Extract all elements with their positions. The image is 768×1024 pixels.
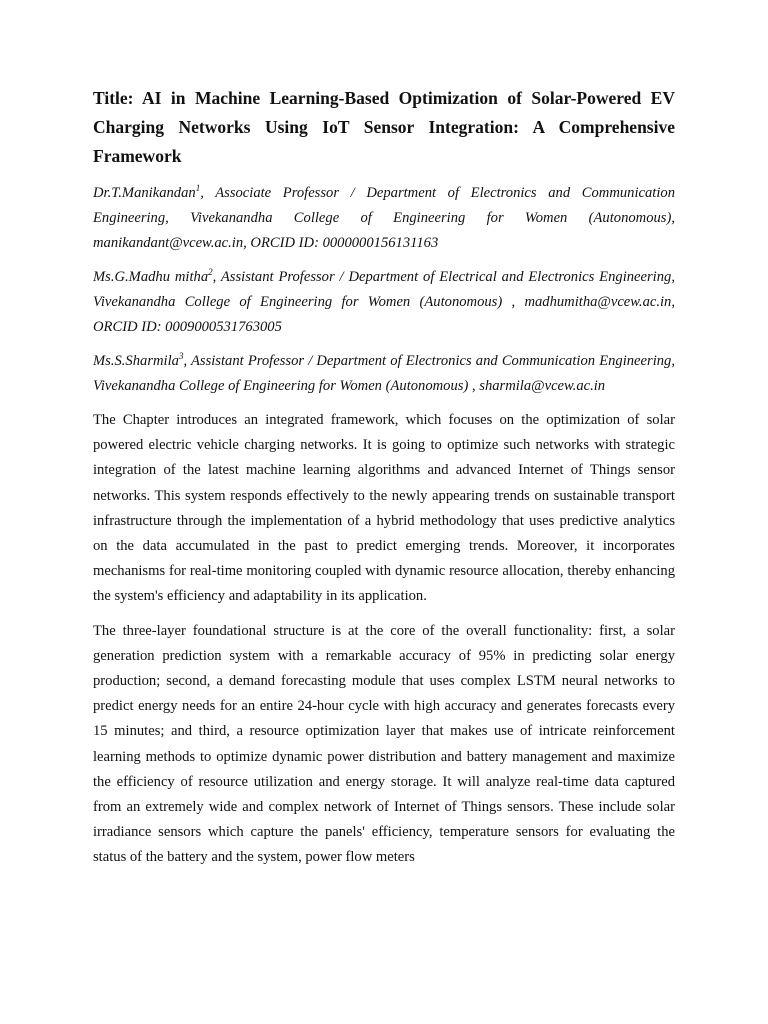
author-entry-1 [93, 181, 675, 256]
author-affiliation-number: 1 [195, 183, 201, 194]
author-entry-3 [93, 349, 675, 399]
author-details: , Assistant Professor / Department of Electronics and Communication Engineering, Vivekanandha College of Engineering for Women (Autonomous) , sharmila@vcew.ac.in [93, 353, 675, 394]
author-affiliation-number: 3 [178, 351, 184, 362]
author-name: Ms.S.Sharmila [93, 353, 179, 369]
author-name: Ms.G.Madhu mitha [93, 269, 209, 285]
author-entry-2 [93, 265, 675, 340]
document-content [93, 84, 675, 880]
author-affiliation-number: 2 [208, 267, 213, 278]
document-title: Title: AI in Machine Learning-Based Optimization of Solar-Powered EV Charging Networks Using IoT Sensor Integration: A Comprehensive Framework [93, 88, 675, 166]
body-paragraph-2: The three-layer foundational structure is at the core of the overall functionality: first, a solar generation prediction system with a remarkable accuracy of 95% in predicting solar energy production; second, a demand forecasting module that uses complex LSTM neural networks to predict energy needs for an entire 24-hour cycle with high accuracy and generates forecasts every 15 minutes; and third, a resource optimization layer that makes use of intricate reinforcement learning methods to optimize dynamic power distribution and battery management and maximize the efficiency of resource utilization and energy storage. It will analyze real-time data captured from an extremely wide and complex network of Internet of Things sensors. These include solar irradiance sensors which capture the panels' efficiency, temperature sensors for evaluating the status of the battery and the system, power flow meters [93, 622, 675, 866]
author-details: , Associate Professor / Department of Electronics and Communication Engineering, Vivekanandha College of Engineering for Women (Autonomous), manikandant@vcew.ac.in, ORCID ID: 0000000156131163 [93, 185, 675, 251]
author-details: , Assistant Professor / Department of Electrical and Electronics Engineering, Vivekanandha College of Engineering for Women (Autonomous) , madhumitha@vcew.ac.in, ORCID ID: 0009000531763005 [93, 269, 675, 335]
author-name: Dr.T.Manikandan [93, 185, 196, 201]
body-paragraph-1: The Chapter introduces an integrated framework, which focuses on the optimization of solar powered electric vehicle charging networks. It is going to optimize such networks with strategic integration of the latest machine learning algorithms and advanced Internet of Things sensor networks. This system responds effectively to the newly appearing trends on sustainable transport infrastructure through the implementation of a hybrid methodology that uses predictive analytics on the data accumulated in the past to predict emerging trends. Moreover, it incorporates mechanisms for real-time monitoring coupled with dynamic resource allocation, thereby enhancing the system's efficiency and adaptability in its application. [93, 412, 675, 605]
